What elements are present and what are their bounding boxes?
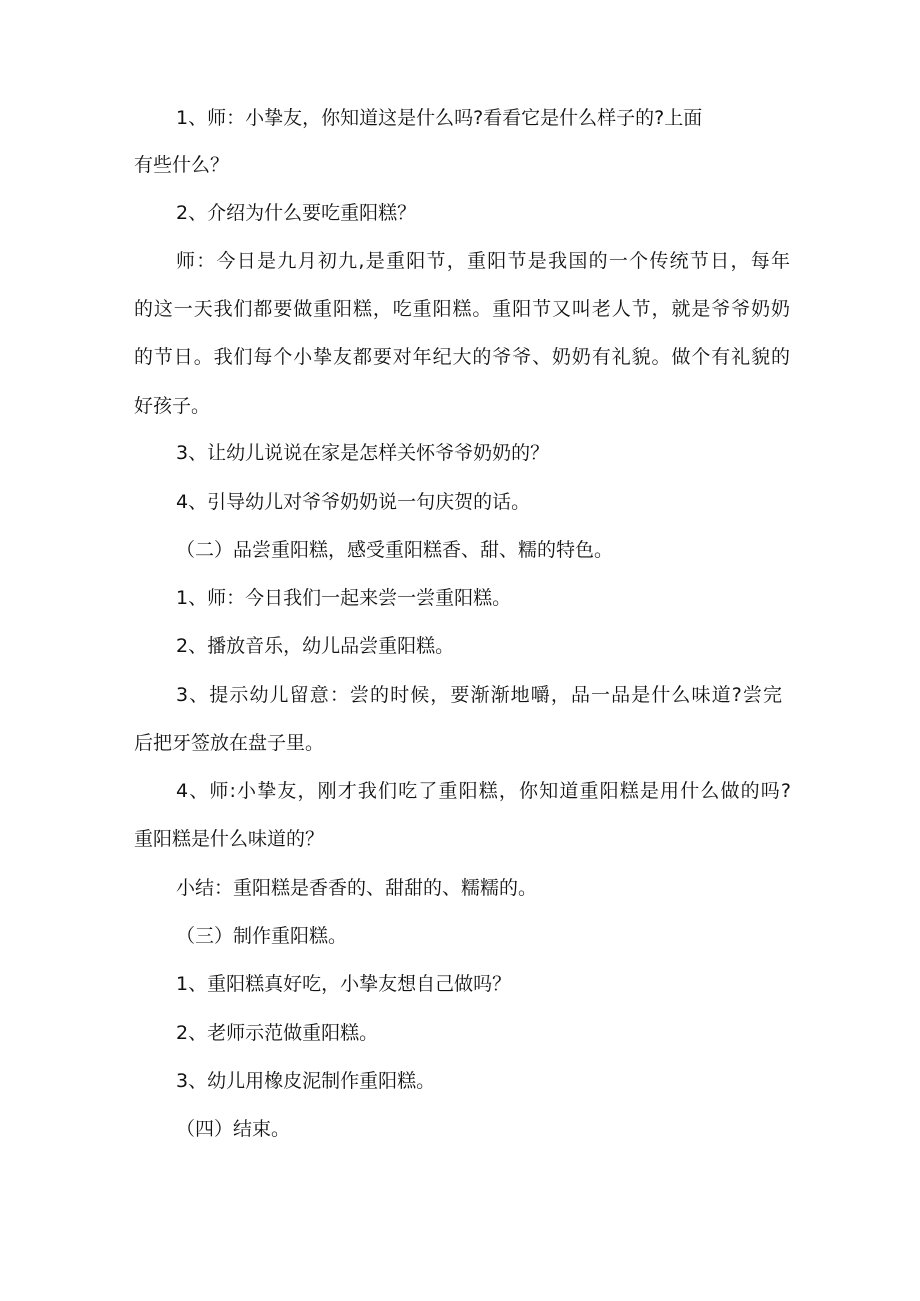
paragraph-3-line-4: 好孩子。 (134, 395, 211, 417)
paragraph-13: 1、重阳糕真好吃，小挚友想自己做吗？ (176, 973, 512, 995)
paragraph-1-line-1: 1、师：小挚友，你知道这是什么吗?看看它是什么样子的?上面 (176, 107, 703, 129)
paragraph-5: 4、引导幼儿对爷爷奶奶说一句庆贺的话。 (176, 491, 531, 513)
paragraph-3-line-1: 师：今日是九月初九,是重阳节，重阳节是我国的一个传统节日，每年 (176, 250, 790, 272)
paragraph-7: 1、师：今日我们一起来尝一尝重阳糕。 (176, 587, 512, 609)
paragraph-10-line-1: 4、师:小挚友，刚才我们吃了重阳糕，你知道重阳糕是用什么做的吗? (176, 780, 791, 802)
summary: 小结：重阳糕是香香的、甜甜的、糯糯的。 (176, 877, 538, 899)
paragraph-8: 2、播放音乐，幼儿品尝重阳糕。 (176, 635, 455, 657)
paragraph-15: 3、幼儿用橡皮泥制作重阳糕。 (176, 1070, 436, 1092)
paragraph-2: 2、介绍为什么要吃重阳糕？ (176, 202, 417, 224)
paragraph-9-line-1: 3、提示幼儿留意：尝的时候，要渐渐地嚼，品一品是什么味道?尝完 (176, 684, 782, 706)
paragraph-10-line-2: 重阳糕是什么味道的？ (134, 828, 325, 850)
paragraph-3-line-3: 的节日。我们每个小挚友都要对年纪大的爷爷、奶奶有礼貌。做个有礼貌的 (134, 346, 790, 368)
section-4-heading: （四）结束。 (176, 1118, 291, 1140)
paragraph-9-line-2: 后把牙签放在盘子里。 (134, 732, 325, 754)
paragraph-1-line-2: 有些什么？ (134, 154, 230, 176)
section-3-heading: （三）制作重阳糕。 (176, 925, 348, 947)
paragraph-3-line-2: 的这一天我们都要做重阳糕，吃重阳糕。重阳节又叫老人节，就是爷爷奶奶 (134, 298, 790, 320)
section-2-heading: （二）品尝重阳糕，感受重阳糕香、甜、糯的特色。 (176, 539, 614, 561)
paragraph-14: 2、老师示范做重阳糕。 (176, 1022, 379, 1044)
paragraph-4: 3、让幼儿说说在家是怎样关怀爷爷奶奶的？ (176, 442, 550, 464)
